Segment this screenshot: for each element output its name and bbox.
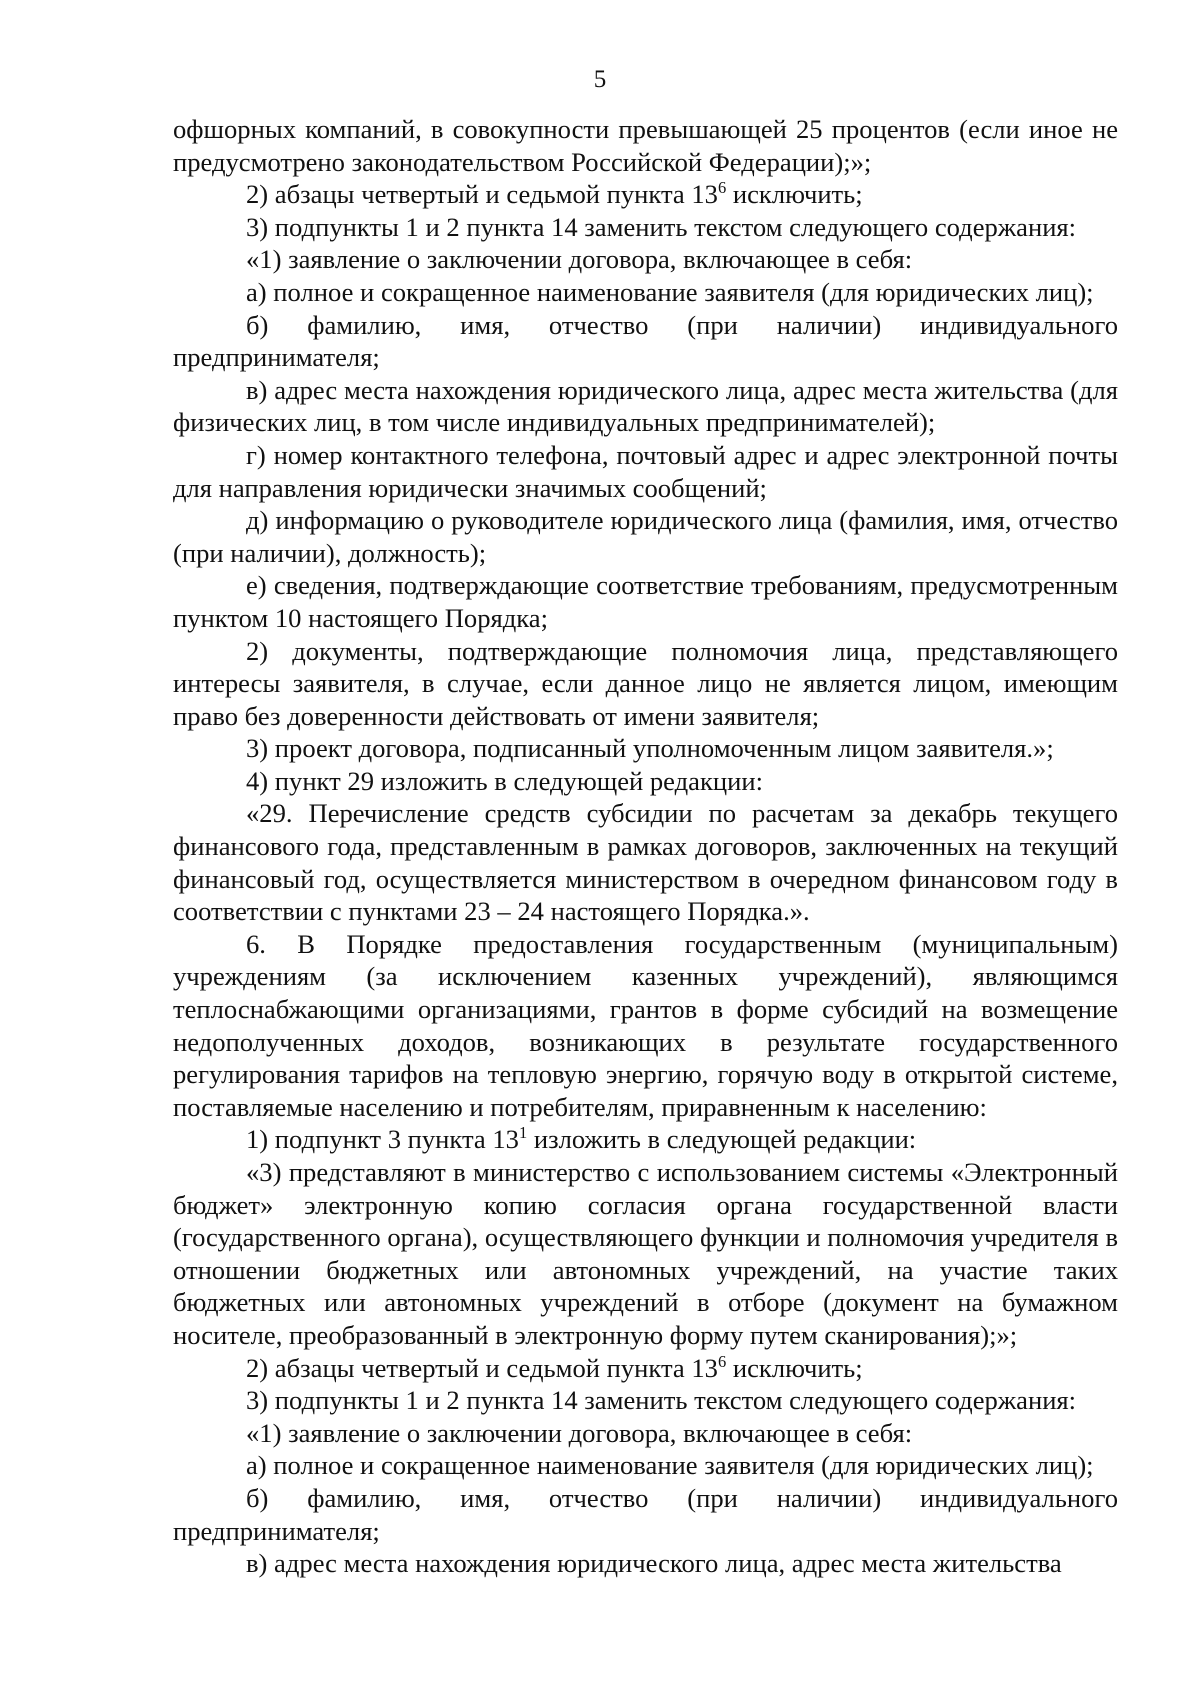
paragraph: 2) абзацы четвертый и седьмой пункта $13^6$ исключить; <box>246 177 863 210</box>
paragraph: 6. В Порядке предоставления государственным (муниципальным) учреждениям (за исключением казенных учреждений), являющимся теплоснабжающими организациями, грантов в форме субсидий на возмещение недополученных доходов, возникающих в результате государственного регулирования тарифов на тепловую энергию, горячую воду в открытой системе, поставляемые населению и потребителям, приравненным к населению: <box>173 928 1118 1122</box>
paragraph: 3) проект договора, подписанный уполномоченным лицом заявителя.»; <box>246 733 1054 764</box>
paragraph: 2) абзацы четвертый и седьмой пункта $13^6$ исключить; <box>246 1351 863 1383</box>
paragraph: «1) заявление о заключении договора, включающее в себя: <box>246 1417 913 1448</box>
superscript: 6 <box>717 177 727 197</box>
page-number: 5 <box>593 66 607 93</box>
paragraph: офшорных компаний, в совокупности превышающей 25 процентов (если иное не предусмотрено законодательством Российской Федерации);»; <box>173 114 1118 177</box>
paragraph: а) полное и сокращенное наименование заявителя (для юридических лиц); <box>246 276 1094 307</box>
paragraph: г) номер контактного телефона, почтовый адрес и адрес электронной почты для направления юридически значимых сообщений; <box>173 439 1118 503</box>
paragraph: в) адрес места нахождения юридического лица, адрес места жительства (для физических лиц, в том числе индивидуальных предпринимателей); <box>173 374 1118 438</box>
paragraph: «1) заявление о заключении договора, включающее в себя: <box>246 244 913 275</box>
paragraph: в) адрес места нахождения юридического лица, адрес места жительства <box>246 1548 1062 1579</box>
paragraph: «29. Перечисление средств субсидии по расчетам за декабрь текущего финансового года, представленным в рамках договоров, заключенных на текущий финансовый год, осуществляется министерством в очередном финансовом году в соответствии с пунктами 23 – 24 настоящего Порядка.». <box>173 798 1118 927</box>
paragraph: д) информацию о руководителе юридического лица (фамилия, имя, отчество (при наличии), должность); <box>173 505 1118 568</box>
paragraph: 3) подпункты 1 и 2 пункта 14 заменить текстом следующего содержания: <box>246 1385 1077 1416</box>
paragraph: 3) подпункты 1 и 2 пункта 14 заменить текстом следующего содержания: <box>246 211 1077 242</box>
paragraph: б) фамилию, имя, отчество (при наличии) индивидуального предпринимателя; <box>173 309 1118 373</box>
superscript: 6 <box>717 1351 727 1371</box>
paragraph: 2) документы, подтверждающие полномочия лица, представляющего интересы заявителя, в случае, если данное лицо не является лицом, имеющим право без доверенности действовать от имени заявителя; <box>173 635 1118 731</box>
paragraph: 1) подпункт 3 пункта $13^1$ изложить в следующей редакции: <box>246 1123 917 1155</box>
paragraph: «3) представляют в министерство с использованием системы «Электронный бюджет» электронную копию согласия органа государственной власти (государственного органа), осуществляющего функции и полномочия учредителя в отношении бюджетных или автономных учреждений, на участие таких бюджетных или автономных учреждений в отборе (документ на бумажном носителе, преобразованный в электронную форму путем сканирования);»; <box>173 1157 1118 1350</box>
paragraph: е) сведения, подтверждающие соответствие требованиям, предусмотренным пунктом 10 настоящего Порядка; <box>173 570 1118 633</box>
superscript: 1 <box>518 1123 528 1143</box>
paragraph: 4) пункт 29 изложить в следующей редакции: <box>246 765 763 796</box>
paragraph: а) полное и сокращенное наименование заявителя (для юридических лиц); <box>246 1450 1094 1481</box>
document-body <box>173 113 1118 1580</box>
paragraph: б) фамилию, имя, отчество (при наличии) индивидуального предпринимателя; <box>173 1482 1118 1546</box>
